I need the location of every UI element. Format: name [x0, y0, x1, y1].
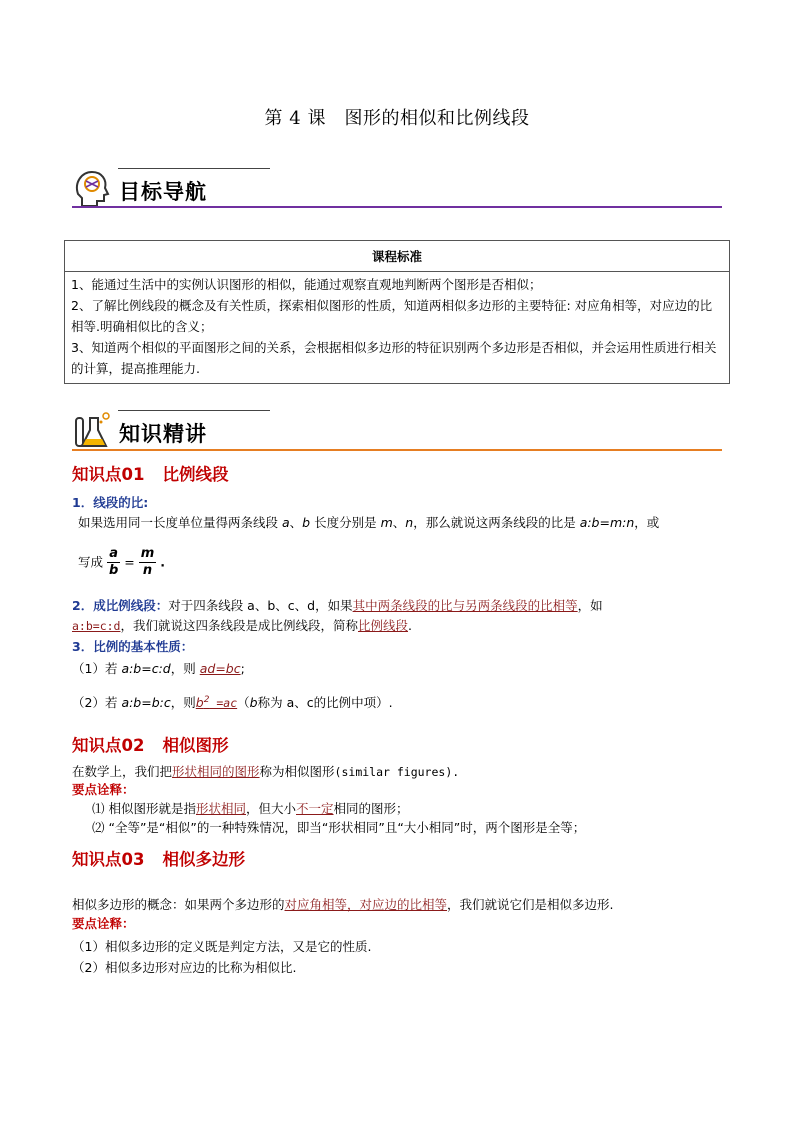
text-span: ⑴ 相似图形就是指 — [92, 801, 196, 816]
ratio-expression: a:b=c:d — [121, 661, 171, 676]
table-header: 课程标准 — [65, 241, 730, 272]
denominator: n — [142, 563, 153, 578]
text-span: (similar figures). — [334, 765, 460, 779]
kp1-property-1 — [72, 659, 245, 679]
section-goal-title: 目标导航 — [119, 180, 207, 204]
kp2-name: 相似图形 — [162, 736, 229, 755]
kp1-property-2 — [72, 690, 393, 713]
underlined-answer: 对应角相等，对应边的比相等 — [284, 897, 448, 912]
kp2-number: 知识点02 — [72, 736, 145, 755]
text-span: 、 — [392, 515, 406, 530]
period: . — [160, 554, 166, 570]
underlined-answer: 不一定 — [296, 801, 334, 816]
kp1-name: 比例线段 — [162, 465, 229, 484]
text-span: （1）若 — [72, 661, 122, 676]
ratio-expression: a:b=b:c — [121, 695, 171, 711]
var-n: n — [405, 515, 414, 530]
section-top-line — [118, 410, 270, 411]
table-row: 1、能通过生活中的实例认识图形的相似，能通过观察直观地判断两个图形是否相似； — [71, 277, 542, 292]
text-span: ，我们就说它们是相似多边形. — [447, 897, 614, 912]
underlined-answer: 比例线段 — [357, 618, 408, 633]
curriculum-standard-table — [64, 240, 730, 384]
underlined-answer: 形状相同的图形 — [172, 764, 260, 779]
kp1-s2-title: 2．成比例线段： — [72, 598, 169, 613]
page-title: 第 4 课 图形的相似和比例线段 — [264, 108, 530, 129]
var-b: b — [249, 695, 258, 711]
kp1-s3-title: 3．比例的基本性质： — [72, 639, 194, 654]
table-row: 2、了解比例线段的概念及有关性质，探索相似图形的性质，知道两相似多边形的主要特征: 对应角相等，对应边的比相等.明确相似比的含义； — [71, 298, 713, 334]
text-span: 写成 — [78, 554, 104, 570]
exponent: 2 — [203, 695, 210, 705]
text-span: ，或 — [634, 515, 660, 530]
text-span: 称为相似图形 — [259, 764, 335, 779]
text-span: ，如 — [577, 598, 603, 613]
text-span: 、 — [289, 515, 303, 530]
kp1-fraction-line — [78, 546, 165, 586]
section-divider — [72, 206, 722, 208]
ratio-expression: a:b=m:n — [579, 515, 635, 530]
text-span: ，我们就说这四条线段是成比例线段，简称 — [120, 618, 358, 633]
text-span: ，则 — [170, 661, 200, 676]
text-span: . — [408, 618, 412, 633]
text-span: ，则 — [170, 695, 196, 711]
brain-head-icon — [72, 168, 112, 208]
kp1-s1-title: 1．线段的比: — [72, 495, 149, 510]
kp3-heading — [72, 846, 245, 870]
text-span: =ac — [209, 696, 238, 711]
text-span: （2）若 — [72, 695, 122, 711]
kp2-item-1 — [92, 799, 409, 819]
fraction-m-over-n — [139, 546, 157, 579]
underlined-answer: a:b=c:d — [72, 619, 121, 633]
kp3-definition — [72, 895, 614, 915]
numerator: a — [107, 546, 120, 563]
text-span: ，那么就说这两条线段的比是 — [413, 515, 580, 530]
table-row: 3、知道两个相似的平面图形之间的关系，会根据相似多边形的特征识别两个多边形是否相似，并会运用性质进行相关的计算，提高推理能力. — [71, 340, 717, 376]
kp2-definition — [72, 762, 459, 782]
numerator: m — [140, 546, 155, 561]
underlined-answer: 形状相同 — [195, 801, 246, 816]
text-span: ; — [240, 661, 245, 676]
kp2-key-label: 要点诠释： — [72, 782, 135, 797]
equals-sign: = — [124, 554, 135, 570]
var-m: m — [380, 515, 393, 530]
kp3-number: 知识点03 — [72, 850, 145, 869]
lab-flask-icon — [72, 410, 112, 450]
underlined-answer: 其中两条线段的比与另两条线段的比相等 — [352, 598, 578, 613]
kp3-key-label: 要点诠释： — [72, 916, 135, 931]
text-span: （ — [237, 695, 250, 711]
var-b: b — [302, 515, 311, 530]
text-span: 在数学上，我们把 — [72, 764, 173, 779]
fraction-a-over-b — [107, 546, 120, 579]
text-span: 相似多边形的概念：如果两个多边形的 — [72, 897, 285, 912]
text-span: 长度分别是 — [310, 515, 381, 530]
kp1-s2-paragraph — [72, 596, 732, 636]
kp3-item-1: （1）相似多边形的定义既是判定方法，又是它的性质. — [72, 939, 372, 954]
kp1-number: 知识点01 — [72, 465, 145, 484]
text-span: ，但大小 — [246, 801, 297, 816]
section-knowledge-title: 知识精讲 — [119, 422, 207, 446]
kp2-heading — [72, 732, 228, 756]
denominator: b — [109, 563, 119, 578]
var-a: a — [281, 515, 290, 530]
kp3-item-2: （2）相似多边形对应边的比称为相似比. — [72, 960, 297, 975]
underlined-answer — [196, 695, 237, 710]
kp3-name: 相似多边形 — [162, 850, 245, 869]
kp2-item-2: ⑵ “全等”是“相似”的一种特殊情况，即当“形状相同”且“大小相同”时，两个图形是全等； — [92, 820, 586, 835]
section-knowledge-header — [72, 410, 722, 450]
kp1-s1-line — [78, 513, 728, 533]
section-divider — [72, 449, 722, 451]
text-span: 对于四条线段 a、b、c、d，如果 — [168, 598, 353, 613]
underlined-answer: ad=bc — [199, 661, 241, 676]
section-top-line — [118, 168, 270, 169]
section-goal-header — [72, 168, 722, 208]
text-span: 如果选用同一长度单位量得两条线段 — [78, 515, 282, 530]
text-span: 称为 a、c的比例中项）. — [257, 695, 393, 711]
kp1-heading — [72, 461, 228, 485]
var-b: b — [195, 695, 204, 711]
text-span: 相同的图形； — [333, 801, 409, 816]
